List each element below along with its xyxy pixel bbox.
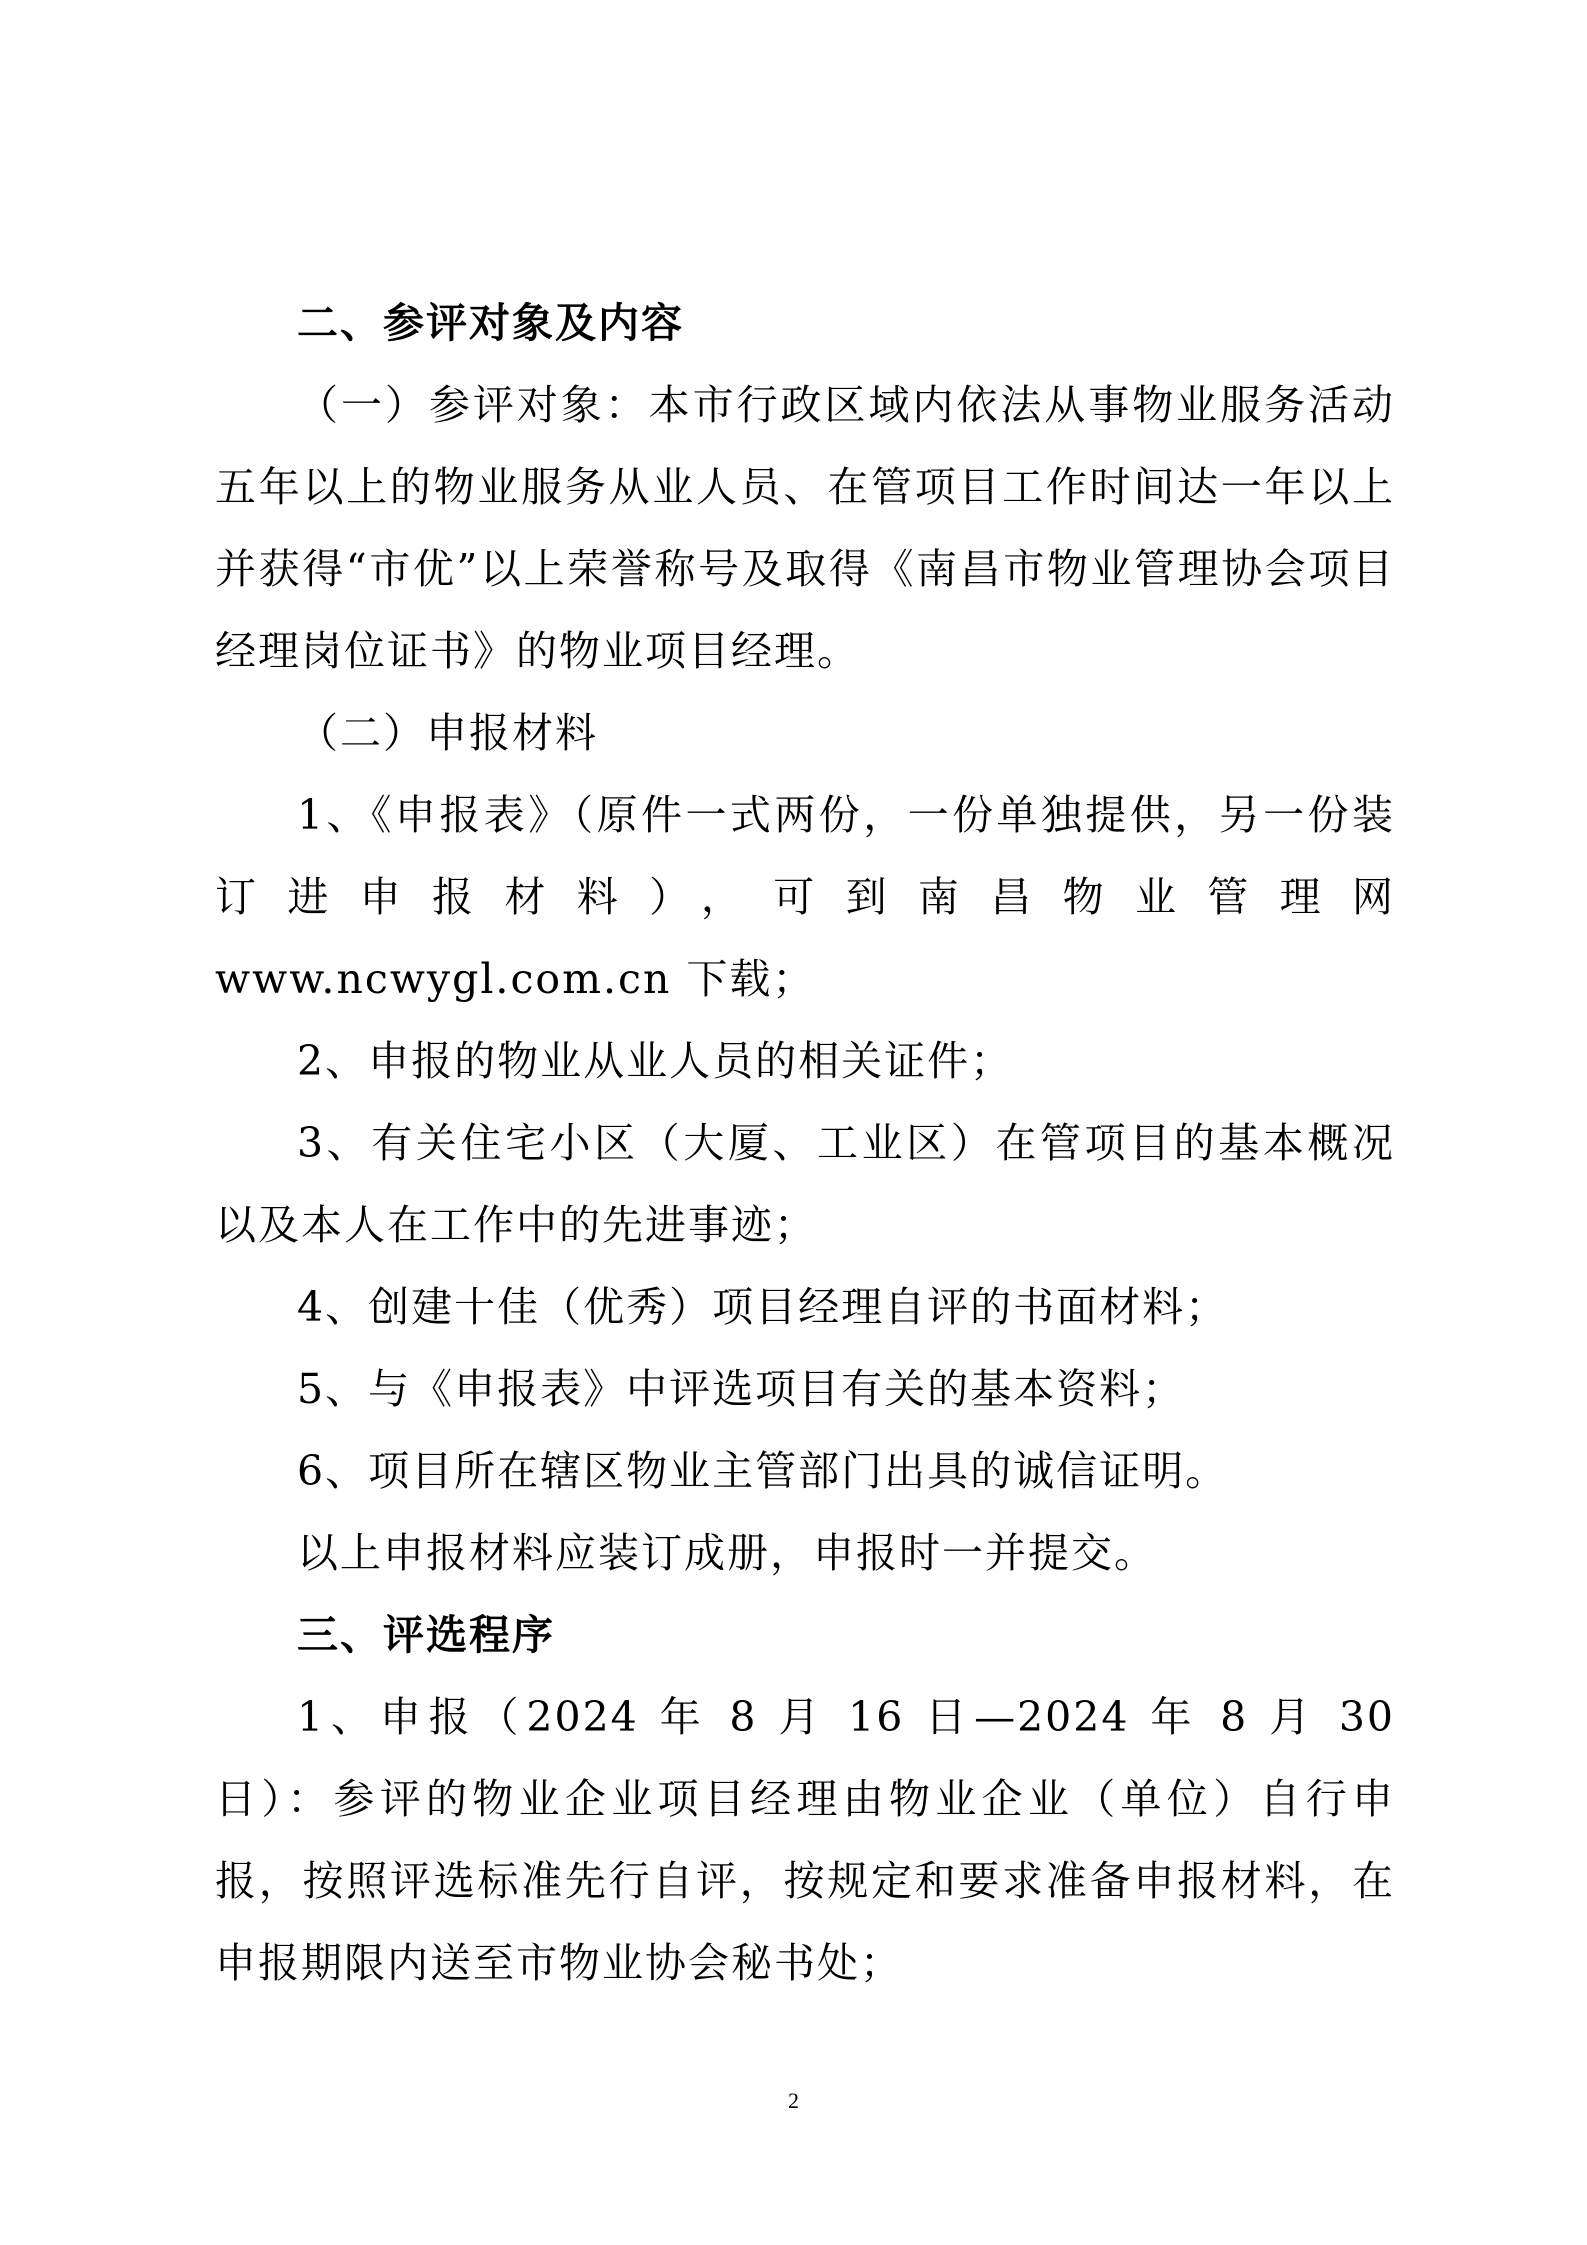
list-item-material-4: 4、创建十佳（优秀）项目经理自评的书面材料； — [297, 1283, 1229, 1331]
document-body — [215, 282, 1395, 2004]
list-item-material-6: 6、项目所在辖区物业主管部门出具的诚信证明。 — [297, 1447, 1229, 1495]
list-item-material-1: 1、《申报表》（原件一式两份，一份单独提供，另一份装订进申报材料），可到南昌物业管理网 www.ncwygl.com.cn 下载； — [215, 791, 1395, 1003]
list-item-material-2: 2、申报的物业从业人员的相关证件； — [297, 1037, 1014, 1085]
page-number: 2 — [788, 2088, 799, 2113]
section-heading-participants: 二、参评对象及内容 — [297, 299, 684, 347]
section-heading-procedure: 三、评选程序 — [297, 1611, 555, 1659]
paragraph-materials-heading: （二）申报材料 — [297, 709, 598, 757]
paragraph-participants: （一）参评对象：本市行政区域内依法从事物业服务活动五年以上的物业服务从业人员、在管项目工作时间达一年以上并获得“市优”以上荣誉称号及取得《南昌市物业管理协会项目经理岗位证书》的物业项目经理。 — [215, 381, 1395, 675]
list-item-material-3: 3、有关住宅小区（大厦、工业区）在管项目的基本概况以及本人在工作中的先进事迹； — [215, 1119, 1395, 1249]
paragraph-procedure-1: 1、申报（2024 年 8 月 16 日—2024 年 8 月 30 日）：参评的物业企业项目经理由物业企业（单位）自行申报，按照评选标准先行自评，按规定和要求准备申报材料，在申报期限内送至市物业协会秘书处； — [215, 1693, 1395, 1987]
paragraph-materials-note: 以上申报材料应装订成册，申报时一并提交。 — [297, 1529, 1157, 1577]
list-item-material-5: 5、与《申报表》中评选项目有关的基本资料； — [297, 1365, 1186, 1413]
